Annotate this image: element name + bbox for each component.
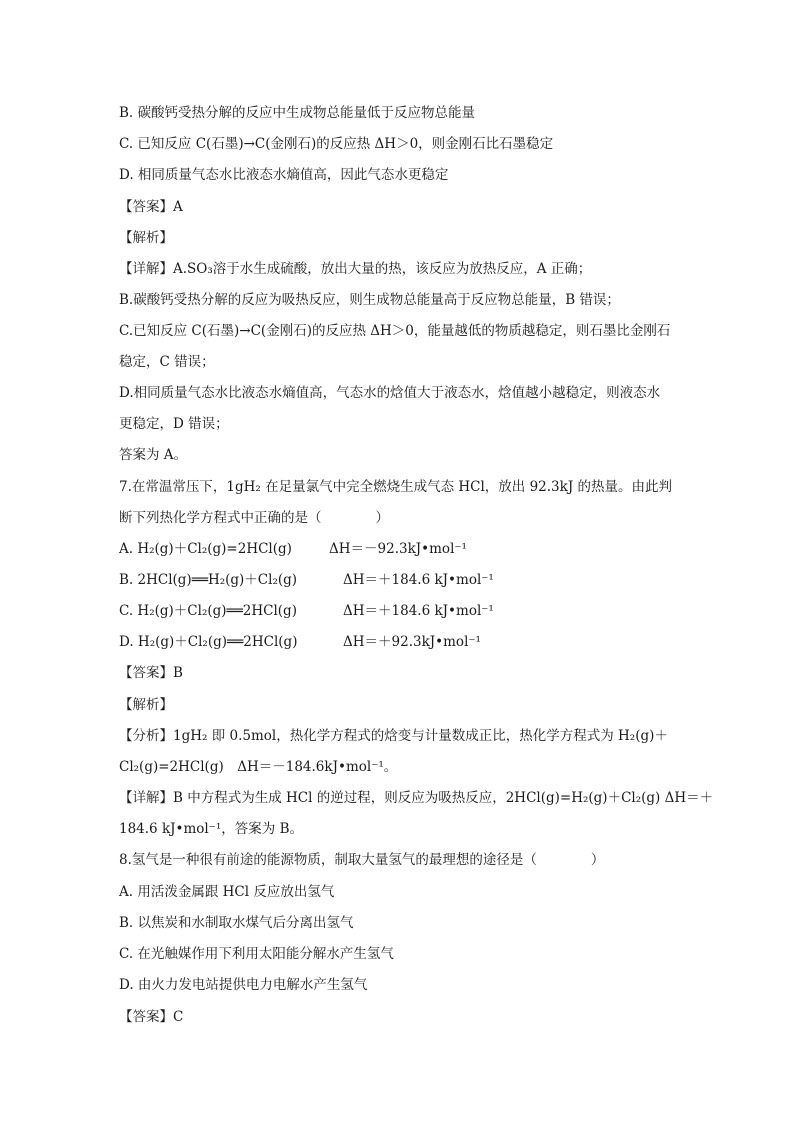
enthalpy: ΔH＝＋184.6 kJ•mol⁻¹ — [343, 603, 494, 619]
equation: B. 2HCl(g)══H₂(g)＋Cl₂(g) — [119, 572, 298, 588]
enthalpy: ΔH＝＋184.6 kJ•mol⁻¹ — [343, 572, 494, 588]
analysis-label: 【解析】 — [119, 697, 173, 713]
question-stem: 8.氢气是一种很有前途的能源物质，制取大量氢气的最理想的途径是（ ） — [119, 852, 605, 868]
option-d-equation — [119, 631, 679, 653]
analysis-label: 【解析】 — [119, 230, 173, 246]
option-a-equation — [119, 538, 679, 560]
option-b-text: B. 以焦炭和水制取水煤气后分离出氢气 — [119, 915, 354, 931]
option-c-equation — [119, 600, 679, 622]
explanation-line: 稳定，C 错误； — [119, 354, 215, 370]
answer-summary: 答案为 A。 — [119, 447, 188, 463]
analysis-line: 【分析】1gH₂ 即 0.5mol，热化学方程式的焓变与计量数成正比，热化学方程式为 H₂(g)＋ — [119, 728, 668, 744]
explanation-line: 更稳定，D 错误； — [119, 416, 229, 432]
option-d-text: D. 相同质量气态水比液态水熵值高，因此气态水更稳定 — [119, 167, 449, 183]
equation: D. H₂(g)＋Cl₂(g)══2HCl(g) — [119, 634, 298, 650]
question-stem: 断下列热化学方程式中正确的是（ ） — [119, 510, 389, 526]
answer-label: 【答案】A — [119, 199, 183, 215]
explanation-line: B.碳酸钙受热分解的反应为吸热反应，则生成物总能量高于反应物总能量，B 错误； — [119, 292, 620, 308]
analysis-line: Cl₂(g)=2HCl(g) ΔH＝－184.6kJ•mol⁻¹。 — [119, 759, 398, 775]
explanation-line: 【详解】B 中方程式为生成 HCl 的逆过程，则反应为吸热反应，2HCl(g)=H₂(g)＋Cl₂(g) ΔH＝＋ — [119, 790, 714, 806]
answer-label: 【答案】B — [119, 665, 183, 681]
enthalpy: ΔH＝＋92.3kJ•mol⁻¹ — [343, 634, 481, 650]
explanation-line: C.已知反应 C(石墨)→C(金刚石)的反应热 ΔH＞0，能量越低的物质越稳定，则石墨比金刚石 — [119, 323, 671, 339]
explanation-line: 184.6 kJ•mol⁻¹，答案为 B。 — [119, 821, 303, 837]
option-b-equation — [119, 569, 679, 591]
equation: A. H₂(g)＋Cl₂(g)=2HCl(g) — [119, 541, 292, 557]
answer-label: 【答案】C — [119, 1009, 184, 1025]
option-d-text: D. 由火力发电站提供电力电解水产生氢气 — [119, 977, 368, 993]
explanation-line: 【详解】A.SO₃溶于水生成硫酸，放出大量的热，该反应为放热反应，A 正确； — [119, 261, 592, 277]
question-stem: 7.在常温常压下，1gH₂ 在足量氯气中完全燃烧生成气态 HCl，放出 92.3kJ 的热量。由此判 — [119, 479, 673, 495]
enthalpy: ΔH＝－92.3kJ•mol⁻¹ — [329, 541, 467, 557]
option-b-text: B. 碳酸钙受热分解的反应中生成物总能量低于反应物总能量 — [119, 105, 476, 121]
explanation-line: D.相同质量气态水比液态水熵值高，气态水的焓值大于液态水，焓值越小越稳定，则液态水 — [119, 385, 661, 401]
option-c-text: C. 在光触媒作用下利用太阳能分解水产生氢气 — [119, 946, 394, 962]
option-a-text: A. 用活泼金属跟 HCl 反应放出氢气 — [119, 884, 335, 900]
option-c-text: C. 已知反应 C(石墨)→C(金刚石)的反应热 ΔH＞0，则金刚石比石墨稳定 — [119, 136, 554, 152]
equation: C. H₂(g)＋Cl₂(g)══2HCl(g) — [119, 603, 297, 619]
